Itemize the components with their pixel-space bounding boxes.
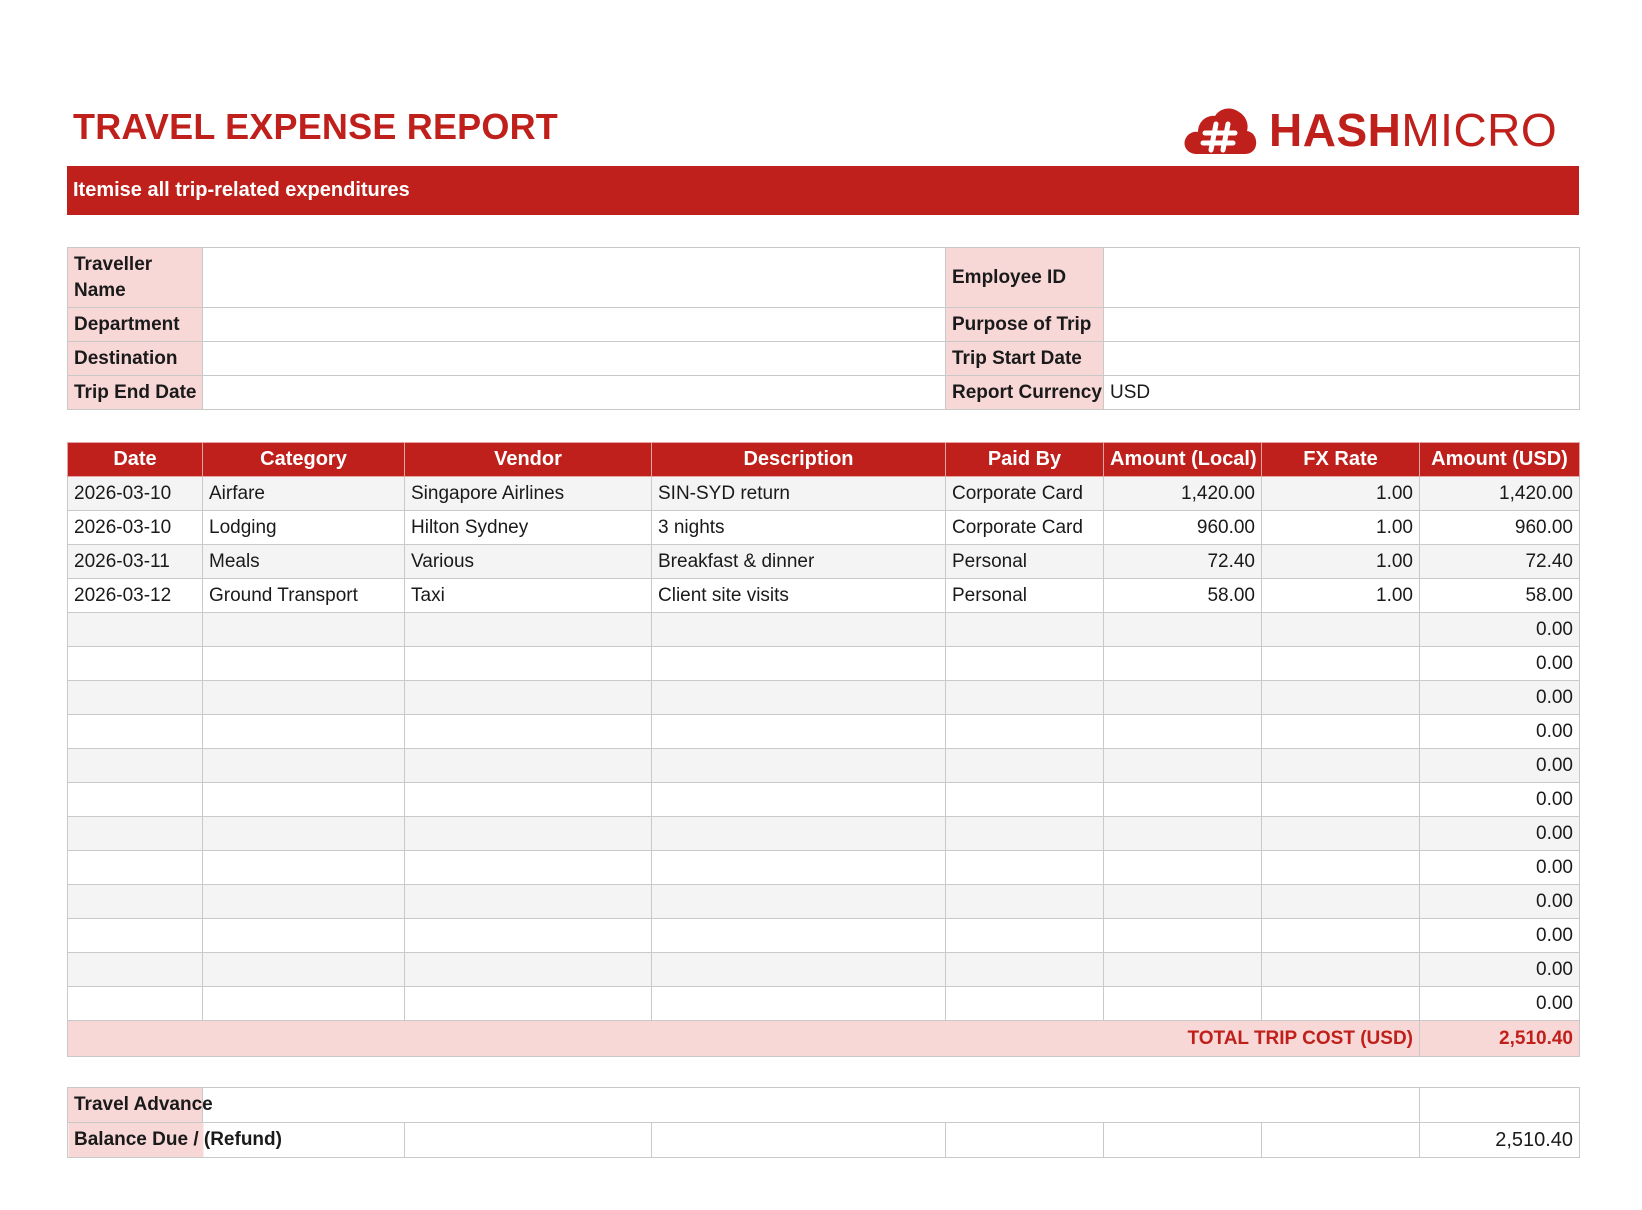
vendor-cell[interactable] <box>405 817 652 851</box>
amount-usd-cell[interactable]: 0.00 <box>1420 885 1580 919</box>
balance-spacer <box>1262 1123 1420 1158</box>
start-date-field[interactable] <box>1104 342 1580 376</box>
date-cell[interactable]: 2026-03-10 <box>68 477 203 511</box>
description-cell[interactable] <box>652 919 946 953</box>
traveller-info-table <box>67 247 1580 410</box>
total-label: TOTAL TRIP COST (USD) <box>68 1021 1420 1057</box>
column-header-description: Description <box>652 443 946 477</box>
expense-row <box>68 851 1580 885</box>
date-cell[interactable] <box>68 817 203 851</box>
column-header-category: Category <box>203 443 405 477</box>
category-cell[interactable] <box>203 953 405 987</box>
amount-usd-cell[interactable]: 1,420.00 <box>1420 477 1580 511</box>
category-cell[interactable] <box>203 681 405 715</box>
start-date-label: Trip Start Date <box>946 342 1104 376</box>
paid-by-cell[interactable]: Personal <box>946 545 1104 579</box>
description-cell[interactable]: Breakfast & dinner <box>652 545 946 579</box>
expense-row <box>68 681 1580 715</box>
subtitle-banner: Itemise all trip-related expenditures <box>67 166 1579 215</box>
expense-row <box>68 545 1580 579</box>
fx-rate-cell[interactable] <box>1262 817 1420 851</box>
balance-spacer <box>652 1123 946 1158</box>
currency-field[interactable]: USD <box>1104 376 1580 410</box>
amount-usd-cell[interactable]: 0.00 <box>1420 851 1580 885</box>
total-value: 2,510.40 <box>1420 1021 1580 1057</box>
traveller-name-field[interactable] <box>203 248 946 308</box>
expense-table <box>67 442 1580 1057</box>
amount-local-cell[interactable] <box>1104 953 1262 987</box>
expense-row <box>68 511 1580 545</box>
column-header-date: Date <box>68 443 203 477</box>
category-cell[interactable] <box>203 817 405 851</box>
date-cell[interactable] <box>68 953 203 987</box>
description-cell[interactable] <box>652 987 946 1021</box>
fx-rate-cell[interactable] <box>1262 783 1420 817</box>
expense-row <box>68 919 1580 953</box>
date-cell[interactable] <box>68 715 203 749</box>
vendor-cell[interactable] <box>405 851 652 885</box>
amount-local-cell[interactable] <box>1104 817 1262 851</box>
purpose-label: Purpose of Trip <box>946 308 1104 342</box>
balance-due-label: Balance Due / (Refund) <box>68 1123 405 1158</box>
vendor-cell[interactable] <box>405 919 652 953</box>
amount-local-cell[interactable]: 72.40 <box>1104 545 1262 579</box>
expense-row <box>68 783 1580 817</box>
destination-label: Destination <box>68 342 203 376</box>
department-label: Department <box>68 308 203 342</box>
vendor-cell[interactable] <box>405 885 652 919</box>
expense-row <box>68 953 1580 987</box>
date-cell[interactable]: 2026-03-12 <box>68 579 203 613</box>
amount-usd-cell[interactable]: 0.00 <box>1420 715 1580 749</box>
traveller-name-label: Traveller Name <box>68 248 203 308</box>
date-cell[interactable] <box>68 647 203 681</box>
amount-local-cell[interactable] <box>1104 783 1262 817</box>
amount-local-cell[interactable] <box>1104 681 1262 715</box>
fx-rate-cell[interactable]: 1.00 <box>1262 545 1420 579</box>
column-header-fx-rate: FX Rate <box>1262 443 1420 477</box>
column-header-vendor: Vendor <box>405 443 652 477</box>
amount-usd-cell[interactable]: 0.00 <box>1420 919 1580 953</box>
expense-row <box>68 715 1580 749</box>
paid-by-cell[interactable] <box>946 783 1104 817</box>
department-field[interactable] <box>203 308 946 342</box>
fx-rate-cell[interactable] <box>1262 885 1420 919</box>
expense-row <box>68 749 1580 783</box>
amount-local-cell[interactable] <box>1104 749 1262 783</box>
category-cell[interactable] <box>203 851 405 885</box>
balance-spacer <box>946 1123 1104 1158</box>
expense-row <box>68 987 1580 1021</box>
total-row <box>68 1021 1580 1057</box>
description-cell[interactable]: Client site visits <box>652 579 946 613</box>
column-header-paid-by: Paid By <box>946 443 1104 477</box>
category-cell[interactable] <box>203 919 405 953</box>
amount-usd-cell[interactable]: 0.00 <box>1420 987 1580 1021</box>
amount-usd-cell[interactable]: 72.40 <box>1420 545 1580 579</box>
paid-by-cell[interactable] <box>946 953 1104 987</box>
category-cell[interactable]: Ground Transport <box>203 579 405 613</box>
paid-by-cell[interactable] <box>946 647 1104 681</box>
amount-local-cell[interactable] <box>1104 885 1262 919</box>
paid-by-cell[interactable] <box>946 681 1104 715</box>
balance-due-value: 2,510.40 <box>1420 1123 1580 1158</box>
description-cell[interactable]: SIN-SYD return <box>652 477 946 511</box>
category-cell[interactable] <box>203 783 405 817</box>
vendor-cell[interactable] <box>405 749 652 783</box>
fx-rate-cell[interactable]: 1.00 <box>1262 511 1420 545</box>
amount-local-cell[interactable] <box>1104 851 1262 885</box>
currency-label: Report Currency <box>946 376 1104 410</box>
vendor-cell[interactable] <box>405 715 652 749</box>
fx-rate-cell[interactable]: 1.00 <box>1262 579 1420 613</box>
purpose-field[interactable] <box>1104 308 1580 342</box>
fx-rate-cell[interactable] <box>1262 987 1420 1021</box>
description-cell[interactable] <box>652 647 946 681</box>
cloud-hash-icon <box>1183 104 1257 156</box>
vendor-cell[interactable] <box>405 953 652 987</box>
paid-by-cell[interactable] <box>946 613 1104 647</box>
column-header-amount-usd: Amount (USD) <box>1420 443 1580 477</box>
category-cell[interactable] <box>203 987 405 1021</box>
hashmicro-logo <box>1183 104 1557 156</box>
destination-field[interactable] <box>203 342 946 376</box>
fx-rate-cell[interactable] <box>1262 919 1420 953</box>
expense-row <box>68 477 1580 511</box>
amount-usd-cell[interactable]: 0.00 <box>1420 783 1580 817</box>
date-cell[interactable]: 2026-03-10 <box>68 511 203 545</box>
end-date-label: Trip End Date <box>68 376 203 410</box>
fx-rate-cell[interactable]: 1.00 <box>1262 477 1420 511</box>
fx-rate-cell[interactable] <box>1262 715 1420 749</box>
fx-rate-cell[interactable] <box>1262 953 1420 987</box>
amount-usd-cell[interactable]: 960.00 <box>1420 511 1580 545</box>
date-cell[interactable] <box>68 681 203 715</box>
date-cell[interactable] <box>68 749 203 783</box>
logo-wordmark: HASHMICRO <box>1269 104 1558 156</box>
description-cell[interactable] <box>652 953 946 987</box>
paid-by-cell[interactable] <box>946 987 1104 1021</box>
amount-local-cell[interactable]: 960.00 <box>1104 511 1262 545</box>
fx-rate-cell[interactable] <box>1262 851 1420 885</box>
paid-by-cell[interactable] <box>946 715 1104 749</box>
description-cell[interactable] <box>652 715 946 749</box>
amount-local-cell[interactable] <box>1104 613 1262 647</box>
fx-rate-cell[interactable] <box>1262 613 1420 647</box>
category-cell[interactable]: Airfare <box>203 477 405 511</box>
vendor-cell[interactable] <box>405 647 652 681</box>
amount-usd-cell[interactable]: 0.00 <box>1420 953 1580 987</box>
category-cell[interactable] <box>203 749 405 783</box>
amount-usd-cell[interactable]: 0.00 <box>1420 817 1580 851</box>
amount-local-cell[interactable]: 1,420.00 <box>1104 477 1262 511</box>
fx-rate-cell[interactable] <box>1262 749 1420 783</box>
date-cell[interactable] <box>68 919 203 953</box>
vendor-cell[interactable]: Taxi <box>405 579 652 613</box>
expense-row <box>68 885 1580 919</box>
description-cell[interactable] <box>652 749 946 783</box>
description-cell[interactable] <box>652 851 946 885</box>
amount-local-cell[interactable] <box>1104 715 1262 749</box>
paid-by-cell[interactable]: Personal <box>946 579 1104 613</box>
vendor-cell[interactable] <box>405 681 652 715</box>
paid-by-cell[interactable] <box>946 851 1104 885</box>
vendor-cell[interactable]: Hilton Sydney <box>405 511 652 545</box>
fx-rate-cell[interactable] <box>1262 647 1420 681</box>
vendor-cell[interactable] <box>405 783 652 817</box>
amount-usd-cell[interactable]: 0.00 <box>1420 681 1580 715</box>
date-cell[interactable] <box>68 851 203 885</box>
category-cell[interactable]: Meals <box>203 545 405 579</box>
category-cell[interactable]: Lodging <box>203 511 405 545</box>
paid-by-cell[interactable] <box>946 885 1104 919</box>
amount-local-cell[interactable] <box>1104 647 1262 681</box>
paid-by-cell[interactable]: Corporate Card <box>946 511 1104 545</box>
expense-row <box>68 817 1580 851</box>
balance-spacer <box>405 1123 652 1158</box>
expense-row <box>68 647 1580 681</box>
amount-local-cell[interactable]: 58.00 <box>1104 579 1262 613</box>
date-cell[interactable]: 2026-03-11 <box>68 545 203 579</box>
expense-row <box>68 613 1580 647</box>
description-cell[interactable]: 3 nights <box>652 511 946 545</box>
report-title: TRAVEL EXPENSE REPORT <box>73 106 558 147</box>
category-cell[interactable] <box>203 885 405 919</box>
date-cell[interactable] <box>68 987 203 1021</box>
description-cell[interactable] <box>652 885 946 919</box>
category-cell[interactable] <box>203 647 405 681</box>
description-cell[interactable] <box>652 783 946 817</box>
paid-by-cell[interactable]: Corporate Card <box>946 477 1104 511</box>
employee-id-label: Employee ID <box>946 248 1104 308</box>
amount-local-cell[interactable] <box>1104 919 1262 953</box>
travel-advance-spacer <box>203 1088 1420 1123</box>
paid-by-cell[interactable] <box>946 749 1104 783</box>
date-cell[interactable] <box>68 613 203 647</box>
date-cell[interactable] <box>68 885 203 919</box>
amount-usd-cell[interactable]: 58.00 <box>1420 579 1580 613</box>
column-header-amount-local: Amount (Local) <box>1104 443 1262 477</box>
category-cell[interactable] <box>203 613 405 647</box>
expense-header-row <box>68 443 1580 477</box>
amount-usd-cell[interactable]: 0.00 <box>1420 749 1580 783</box>
travel-advance-label: Travel Advance <box>68 1088 203 1123</box>
amount-usd-cell[interactable]: 0.00 <box>1420 647 1580 681</box>
paid-by-cell[interactable] <box>946 919 1104 953</box>
description-cell[interactable] <box>652 613 946 647</box>
vendor-cell[interactable] <box>405 987 652 1021</box>
amount-usd-cell[interactable]: 0.00 <box>1420 613 1580 647</box>
summary-table <box>67 1087 1580 1158</box>
travel-advance-field[interactable] <box>1420 1088 1580 1123</box>
category-cell[interactable] <box>203 715 405 749</box>
expense-row <box>68 579 1580 613</box>
date-cell[interactable] <box>68 783 203 817</box>
amount-local-cell[interactable] <box>1104 987 1262 1021</box>
description-cell[interactable] <box>652 817 946 851</box>
vendor-cell[interactable]: Various <box>405 545 652 579</box>
end-date-field[interactable] <box>203 376 946 410</box>
balance-spacer <box>1104 1123 1262 1158</box>
vendor-cell[interactable]: Singapore Airlines <box>405 477 652 511</box>
employee-id-field[interactable] <box>1104 248 1580 308</box>
fx-rate-cell[interactable] <box>1262 681 1420 715</box>
vendor-cell[interactable] <box>405 613 652 647</box>
description-cell[interactable] <box>652 681 946 715</box>
paid-by-cell[interactable] <box>946 817 1104 851</box>
